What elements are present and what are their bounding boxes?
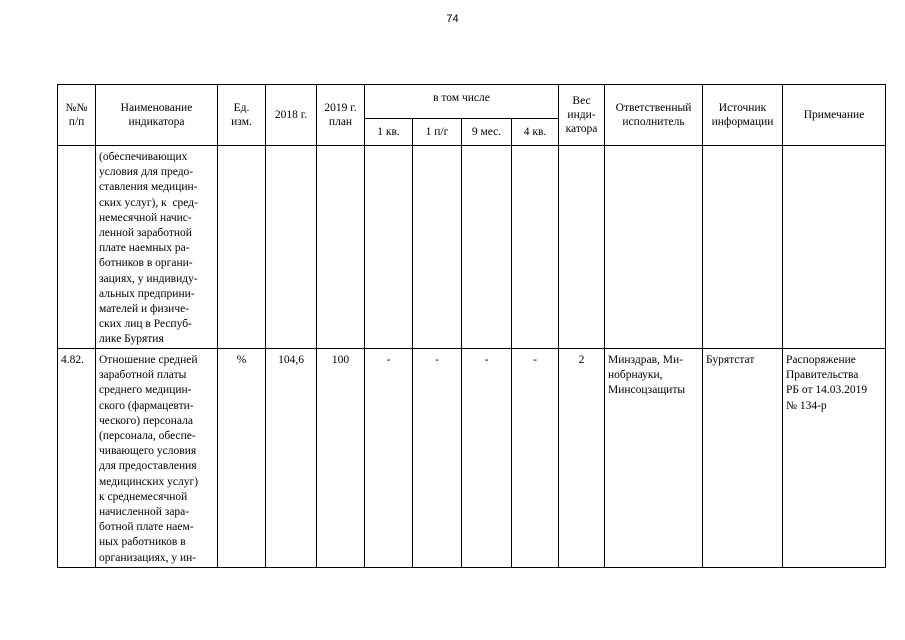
name-line: зациях, у индивиду- (99, 272, 198, 285)
page-number: 74 (446, 13, 459, 25)
header-source: Источник информации (703, 85, 783, 146)
header-2018: 2018 г. (266, 85, 317, 146)
row-9m (462, 146, 512, 349)
row-weight: 2 (559, 349, 605, 568)
header-including: в том числе (365, 85, 559, 119)
name-line: ских лиц в Респуб- (99, 318, 192, 331)
row-name (96, 349, 218, 568)
header-name: Наименование индикатора (96, 85, 218, 146)
name-line: ботной плате наем- (99, 521, 194, 534)
header-h1: 1 п/г (413, 119, 462, 146)
header-row-top (58, 85, 886, 119)
header-q4: 4 кв. (512, 119, 559, 146)
header-2019-plan: 2019 г. план (317, 85, 365, 146)
row-2019-plan: 100 (317, 349, 365, 568)
row-unit (218, 146, 266, 349)
row-responsible (605, 146, 703, 349)
row-q1: - (365, 349, 413, 568)
name-line: медицинских услуг) (99, 475, 199, 488)
name-line: ботников в органи- (99, 257, 193, 270)
name-line: ческого) персонала (99, 414, 193, 427)
name-line: альных предприни- (99, 287, 195, 300)
row-weight (559, 146, 605, 349)
row-note (783, 146, 886, 349)
name-line: ского (фармацевти- (99, 399, 194, 412)
row-source (703, 146, 783, 349)
header-q1: 1 кв. (365, 119, 413, 146)
name-line: для предоставления (99, 460, 197, 473)
row-2019-plan (317, 146, 365, 349)
row-q1 (365, 146, 413, 349)
row-q4: - (512, 349, 559, 568)
name-line: ских услуг), к сред- (99, 196, 198, 209)
row-h1: - (413, 349, 462, 568)
header-note: Примечание (783, 85, 886, 146)
header-unit: Ед. изм. (218, 85, 266, 146)
name-line: начисленной зара- (99, 506, 190, 519)
row-9m: - (462, 349, 512, 568)
row-num: 4.82. (58, 349, 96, 568)
row-2018: 104,6 (266, 349, 317, 568)
row-num (58, 146, 96, 349)
name-line: плате наемных ра- (99, 242, 190, 255)
table-row (58, 349, 886, 568)
name-line: среднего медицин- (99, 384, 192, 397)
name-line: (персонала, обеспе- (99, 430, 196, 443)
name-line: организациях, у ин- (99, 551, 197, 564)
name-line: Отношение средней (99, 354, 198, 366)
name-line: немесячной начис- (99, 211, 192, 224)
row-2018 (266, 146, 317, 349)
indicators-table (57, 84, 886, 568)
row-responsible: Минздрав, Ми- нобрнауки, Минсоцзащиты (605, 349, 703, 568)
header-responsible: Ответственный исполнитель (605, 85, 703, 146)
name-line: ленной заработной (99, 227, 192, 240)
row-q4 (512, 146, 559, 349)
name-line: лике Бурятия (99, 333, 164, 346)
header-num: №№ п/п (58, 85, 96, 146)
row-unit: % (218, 349, 266, 568)
name-line: условия для предо- (99, 166, 194, 179)
header-weight: Вес инди- катора (559, 85, 605, 146)
name-line: заработной платы (99, 369, 187, 382)
header-9m: 9 мес. (462, 119, 512, 146)
name-line: ставления медицин- (99, 181, 198, 194)
table-row (58, 146, 886, 349)
name-line: ных работников в (99, 536, 186, 549)
row-name (96, 146, 218, 349)
row-h1 (413, 146, 462, 349)
row-note: Распоряжение Правительства РБ от 14.03.2019 № 134-р (783, 349, 886, 568)
name-line: чивающего условия (99, 445, 197, 458)
name-line: к среднемесячной (99, 490, 188, 503)
row-source: Бурятстат (703, 349, 783, 568)
name-line: (обеспечивающих (99, 151, 188, 163)
name-line: мателей и физиче- (99, 303, 190, 316)
